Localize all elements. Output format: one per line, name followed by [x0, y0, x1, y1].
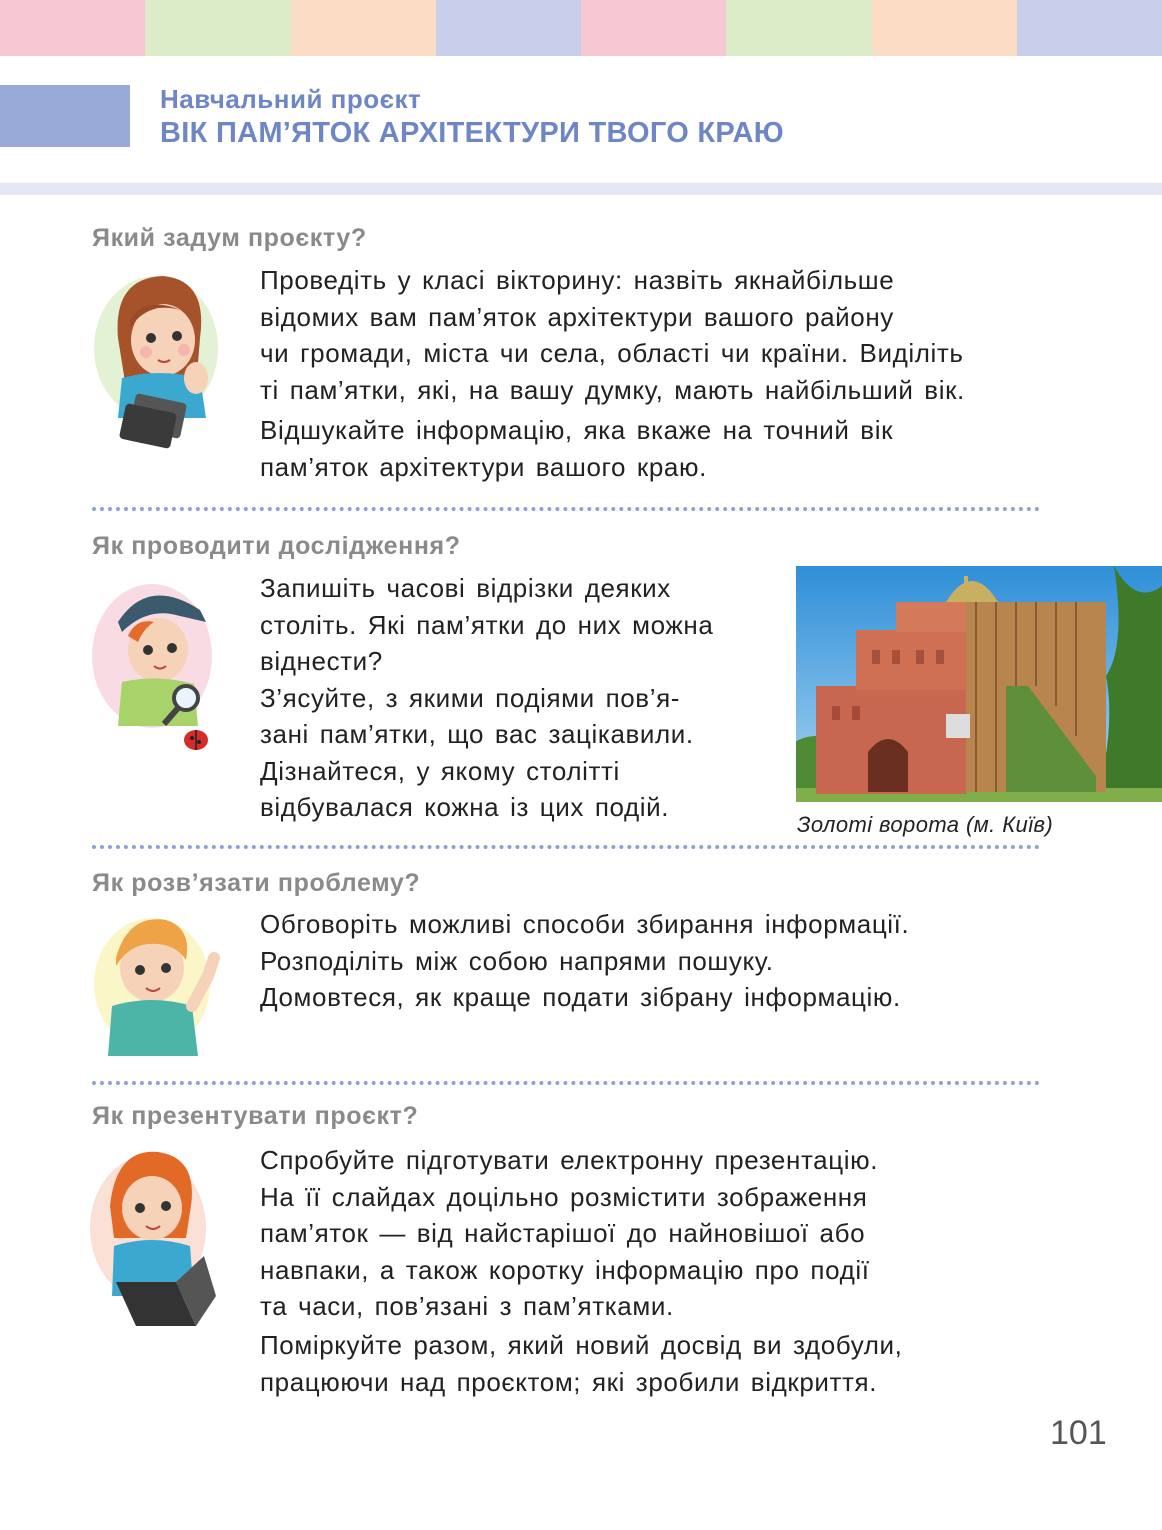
- project-title: ВІК ПАМ’ЯТОК АРХІТЕКТУРИ ТВОГО КРАЮ: [160, 117, 784, 149]
- stripe: [0, 0, 145, 56]
- text-line: Дізнайтеся, у якому столітті: [260, 755, 620, 786]
- text-line: ті пам’ятки, які, на вашу думку, мають найбільший вік.: [260, 374, 965, 405]
- dotted-divider: [92, 1081, 1040, 1085]
- top-color-stripes: [0, 0, 1162, 56]
- section-presentation-text: [260, 1142, 878, 1325]
- text-line: відомих вам пам’яток архітектури вашого району: [260, 301, 894, 332]
- section-heading-research: Як проводити дослідження?: [92, 532, 461, 560]
- girl-with-laptop-icon: [86, 1146, 226, 1336]
- girl-with-tablet-icon: [88, 268, 228, 458]
- project-subtitle: Навчальний проєкт: [160, 84, 422, 114]
- text-line: Проведіть у класі вікторину: назвіть якнайбільше: [260, 265, 895, 295]
- section-idea-text: [260, 262, 965, 408]
- stripe: [1017, 0, 1162, 56]
- section-problem-text: [260, 906, 909, 1016]
- header-accent-block: [0, 85, 130, 147]
- text-line: Поміркуйте разом, який новий досвід ви здобули,: [260, 1330, 903, 1360]
- text-line: століть. Які пам’ятки до них можна: [260, 609, 714, 640]
- text-line: зані пам’ятки, що вас зацікавили.: [260, 719, 694, 749]
- boy-pointing-icon: [88, 906, 233, 1066]
- section-heading-presentation: Як презентувати проєкт?: [92, 1102, 419, 1130]
- stripe: [436, 0, 581, 56]
- text-line: працюючи над проєктом; які зробили відкриття.: [260, 1366, 878, 1397]
- text-line: чи громади, міста чи села, області чи країни. Виділіть: [260, 338, 964, 368]
- section-heading-idea: Який задум проєкту?: [92, 224, 367, 252]
- text-line: На її слайдах доцільно розмістити зображення: [260, 1181, 868, 1212]
- boy-with-magnifier-icon: [88, 576, 228, 766]
- text-line: віднести?: [260, 646, 383, 676]
- text-line: пам’яток архітектури вашого краю.: [260, 451, 707, 482]
- text-line: та часи, пов’язані з пам’ятками.: [260, 1291, 674, 1321]
- text-line: навпаки, а також коротку інформацію про події: [260, 1254, 870, 1285]
- stripe: [726, 0, 871, 56]
- stripe: [581, 0, 726, 56]
- text-line: Відшукайте інформацію, яка вкаже на точний вік: [260, 415, 894, 445]
- text-line: відбувалася кожна із цих подій.: [260, 792, 670, 822]
- photo-caption: Золоті ворота (м. Київ): [797, 812, 1054, 837]
- section-presentation-text-2: [260, 1327, 902, 1400]
- stripe: [145, 0, 290, 56]
- text-line: Домовтеся, як краще подати зібрану інформацію.: [260, 982, 901, 1012]
- dotted-divider: [92, 845, 1040, 849]
- section-heading-problem: Як розв’язати проблему?: [92, 869, 421, 897]
- page-number: 101: [1050, 1414, 1107, 1452]
- header-divider: [0, 183, 1162, 195]
- text-line: Запишіть часові відрізки деяких: [260, 573, 671, 603]
- stripe: [872, 0, 1017, 56]
- text-line: З’ясуйте, з якими подіями пов’я-: [260, 682, 681, 713]
- text-line: Розподіліть між собою напрями пошуку.: [260, 945, 774, 976]
- golden-gate-photo: [796, 566, 1162, 802]
- text-line: Спробуйте підготувати електронну презентацію.: [260, 1145, 879, 1175]
- stripe: [291, 0, 436, 56]
- dotted-divider: [92, 507, 1040, 511]
- section-idea-text-2: [260, 412, 893, 485]
- text-line: пам’яток — від найстарішої до найновішої або: [260, 1218, 866, 1248]
- text-line: Обговоріть можливі способи збирання інформації.: [260, 909, 910, 939]
- section-research-text: [260, 570, 713, 826]
